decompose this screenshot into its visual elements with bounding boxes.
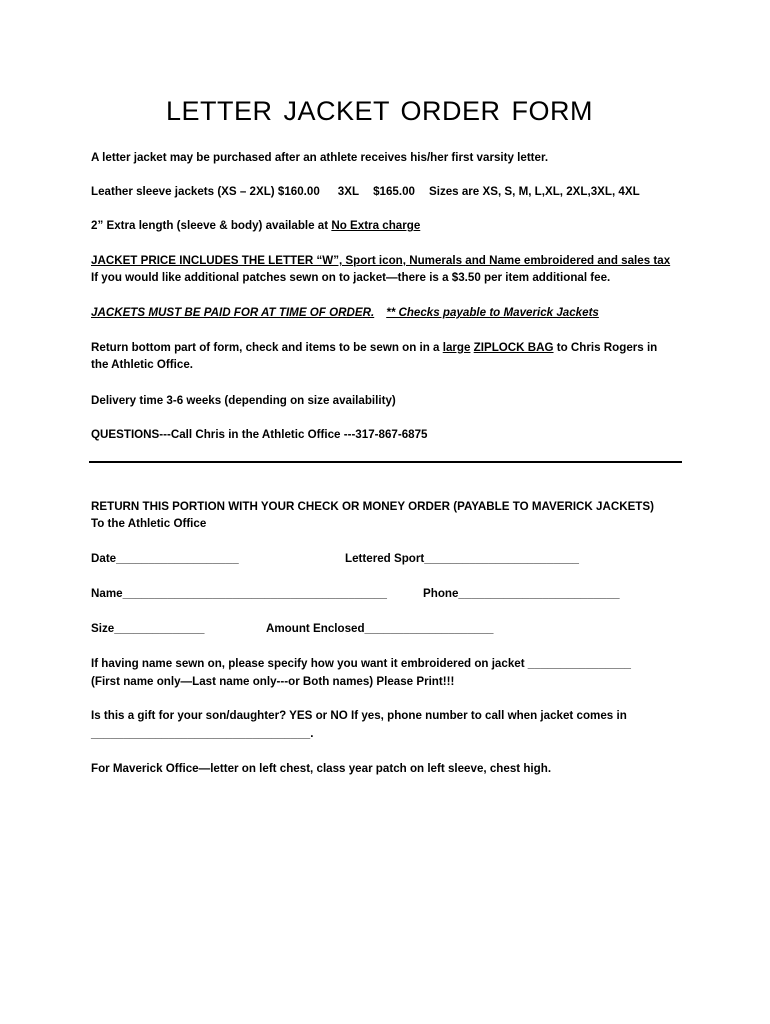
gift-question: Is this a gift for your son/daughter? YES or NO If yes, phone number to call when jacket comes in	[91, 709, 627, 722]
name-embroidery-options: (First name only—Last name only---or Both names) Please Print!!!	[91, 675, 455, 688]
name-field[interactable]: Name_________________________________________	[91, 587, 387, 600]
payment-part1: JACKETS MUST BE PAID FOR AT TIME OF ORDER.	[91, 306, 375, 319]
return-part2: to Chris Rogers in	[553, 341, 658, 354]
questions-contact: QUESTIONS---Call Chris in the Athletic Office ---317-867-6875	[91, 428, 428, 441]
date-field[interactable]: Date___________________	[91, 552, 239, 565]
patches-fee: If you would like additional patches sewn on to jacket—there is a $3.50 per item additional fee.	[91, 271, 611, 284]
sizes-text: Sizes are XS, S, M, L,XL, 2XL,3XL, 4XL	[428, 185, 640, 198]
gift-phone-field[interactable]: __________________________________.	[91, 727, 314, 740]
payment-notice	[91, 305, 599, 321]
page-title: LETTER JACKET ORDER FORM	[166, 96, 594, 126]
xl3-price: $165.00	[373, 185, 415, 198]
section-divider	[89, 461, 682, 463]
ziplock-bag-text: ZIPLOCK BAG	[473, 341, 554, 354]
intro-text: A letter jacket may be purchased after an athlete receives his/her first varsity letter.	[91, 151, 549, 164]
leather-price: Leather sleeve jackets (XS – 2XL) $160.00	[91, 185, 320, 198]
extra-length-line	[91, 218, 420, 234]
pricing-line	[91, 184, 640, 200]
size-field[interactable]: Size______________	[91, 622, 205, 635]
amount-enclosed-field[interactable]: Amount Enclosed____________________	[266, 622, 494, 635]
delivery-time: Delivery time 3-6 weeks (depending on size availability)	[91, 394, 396, 407]
no-extra-charge: No Extra charge	[331, 219, 421, 232]
return-portion-subheader: To the Athletic Office	[91, 517, 207, 530]
xl3-label: 3XL	[337, 185, 360, 198]
large-text: large	[442, 341, 471, 354]
phone-field[interactable]: Phone_________________________	[423, 587, 620, 600]
lettered-sport-field[interactable]: Lettered Sport________________________	[345, 552, 579, 565]
extra-length-text: 2” Extra length (sleeve & body) available at	[91, 219, 332, 232]
payment-part2: ** Checks payable to Maverick Jackets	[386, 306, 599, 319]
maverick-office-note: For Maverick Office—letter on left chest, class year patch on left sleeve, chest high.	[91, 762, 552, 775]
return-instructions	[91, 340, 657, 356]
return-line2: the Athletic Office.	[91, 358, 193, 371]
return-portion-header: RETURN THIS PORTION WITH YOUR CHECK OR MONEY ORDER (PAYABLE TO MAVERICK JACKETS)	[91, 500, 654, 513]
price-includes: JACKET PRICE INCLUDES THE LETTER “W”, Sport icon, Numerals and Name embroidered and sales tax	[91, 254, 671, 267]
return-part1: Return bottom part of form, check and items to be sewn on in a	[91, 341, 443, 354]
name-embroidery-field[interactable]: If having name sewn on, please specify how you want it embroidered on jacket ________________	[91, 657, 631, 670]
